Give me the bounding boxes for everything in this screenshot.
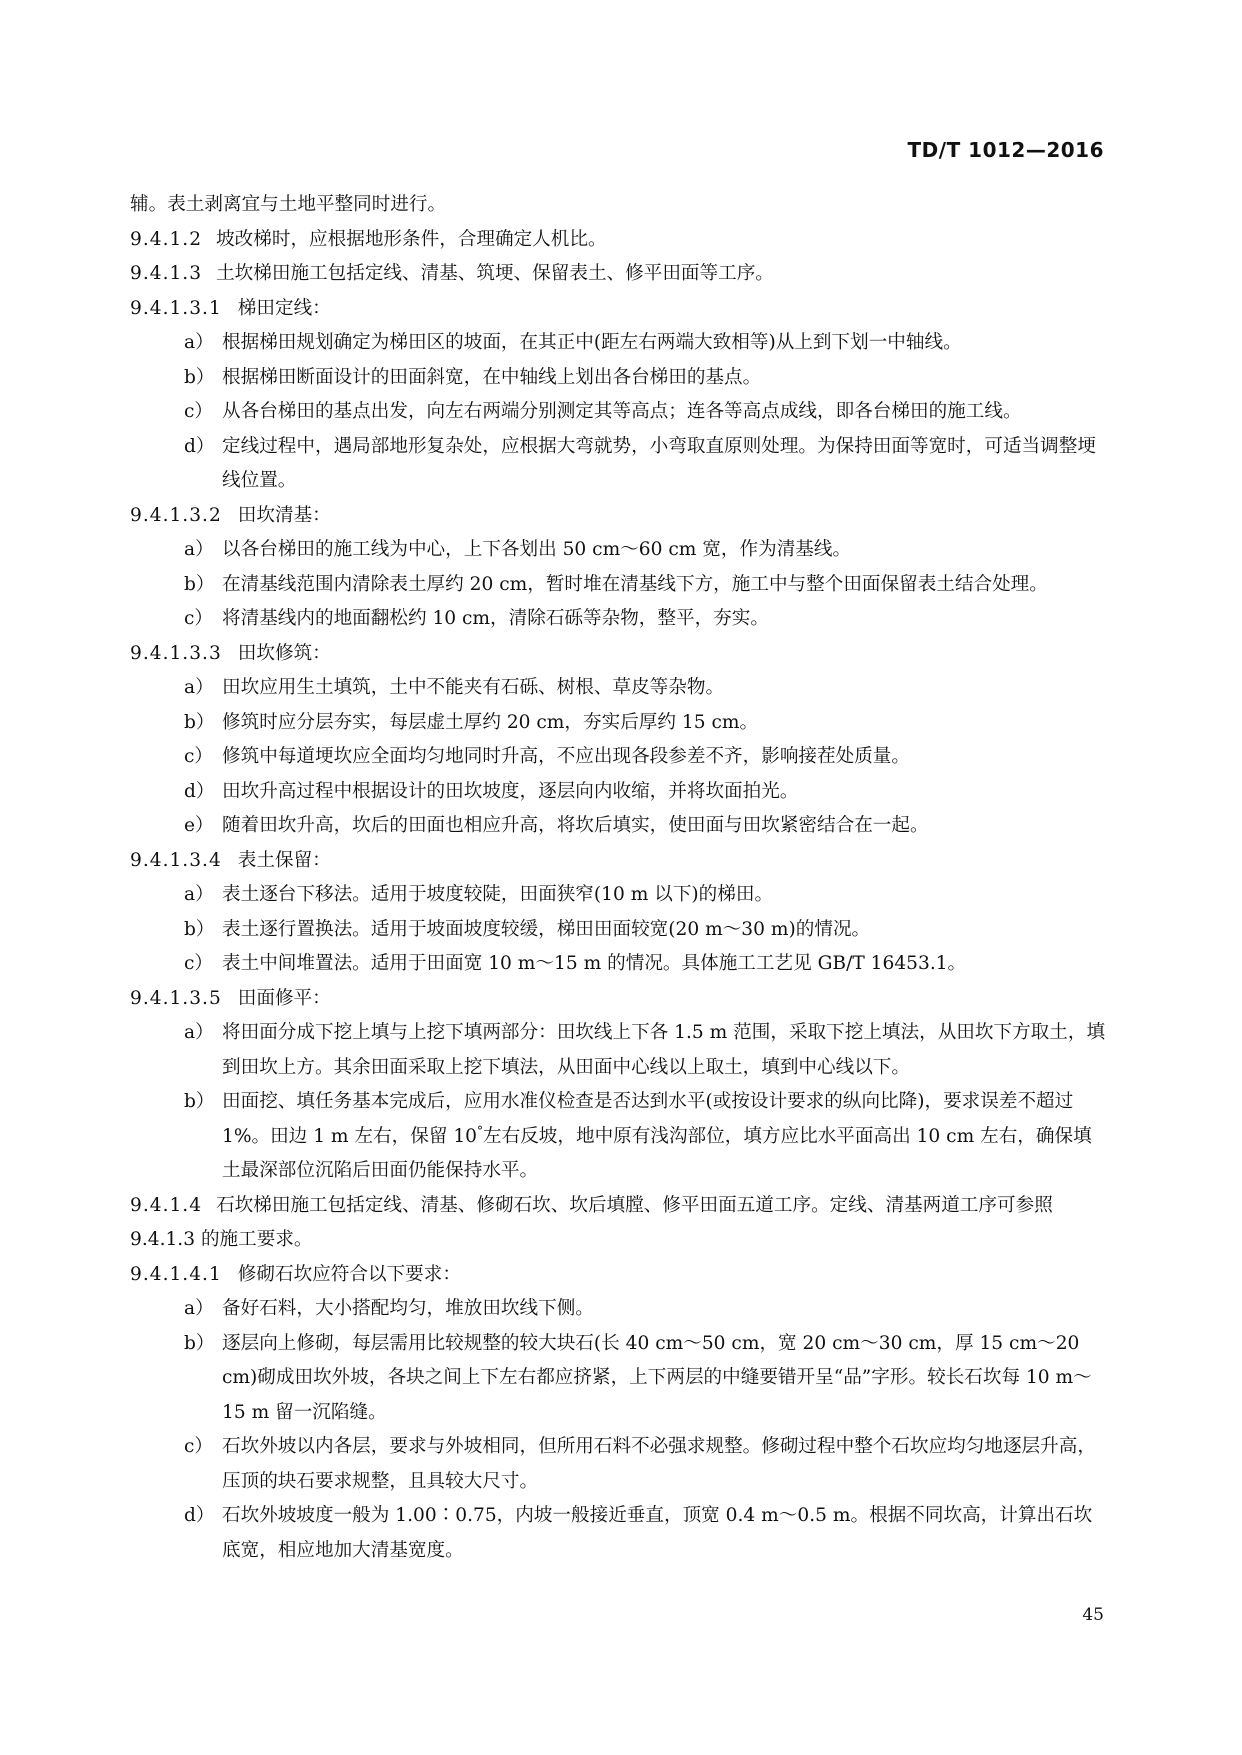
section-text: 修砌石坎应符合以下要求： — [237, 1263, 461, 1285]
section-number: 9.4.1.3.1 — [130, 297, 222, 319]
list-text: 将田面分成下挖上填与上挖下填两部分：田坎线上下各 1.5 m 范围，采取下挖上填法，从田坎下方取土，填到田坎上方。其余田面采取上挖下填法，从田面中心线以上取土，填到中心线以下。 — [222, 1022, 1106, 1078]
section-text: 坡改梯时，应根据地形条件，合理确定人机比。 — [216, 228, 607, 250]
list-marker: c） — [184, 1436, 214, 1457]
section-text: 田面修平： — [237, 987, 331, 1009]
section-number: 9.4.1.3.4 — [130, 849, 222, 871]
list-text: 在清基线范围内清除表土厚约 20 cm，暂时堆在清基线下方，施工中与整个田面保留表土结合处理。 — [222, 573, 1048, 595]
section-number: 9.4.1.4 — [130, 1194, 203, 1216]
list-marker: b） — [184, 573, 215, 595]
list-item — [130, 1430, 1110, 1499]
degree-symbol: ° — [477, 1123, 484, 1138]
section-9-4-1-4-1 — [130, 1258, 1110, 1293]
section-number: 9.4.1.2 — [130, 228, 203, 250]
section-9-4-1-3-3 — [130, 637, 1110, 672]
list-marker: d） — [184, 780, 215, 802]
list-marker: d） — [184, 1505, 215, 1526]
list-text: 逐层向上修砌，每层需用比较规整的较大块石(长 40 cm～50 cm，宽 20 cm～30 cm，厚 15 cm～20 cm)砌成田坎外坡，各块之间上下左右都应挤紧，上下两层的中缝要错开呈“品”字形。较长石坎每 10 m～15 m 留一沉陷缝。 — [222, 1332, 1092, 1423]
list-marker: a） — [184, 884, 214, 905]
list-marker: a） — [184, 677, 214, 698]
section-number: 9.4.1.3.2 — [130, 504, 222, 526]
list-item — [130, 671, 1110, 706]
list-text: 定线过程中，遇局部地形复杂处，应根据大弯就势，小弯取直原则处理。为保持田面等宽时，可适当调整埂线位置。 — [222, 435, 1096, 491]
list-text: 修筑中每道埂坎应全面均匀地同时升高，不应出现各段参差不齐，影响接茬处质量。 — [222, 746, 910, 767]
section-9-4-1-3-4 — [130, 844, 1110, 879]
section-text: 石坎梯田施工包括定线、清基、修砌石坎、坎后填膛、修平田面五道工序。定线、清基两道工序可参照 9.4.1.3 的施工要求。 — [130, 1194, 1053, 1250]
list-text: 表土逐行置换法。适用于坡面坡度较缓，梯田田面较宽(20 m～30 m)的情况。 — [222, 918, 871, 940]
list-item — [130, 395, 1110, 430]
list-item — [130, 740, 1110, 775]
list-text — [222, 1085, 1110, 1189]
text-before-degree: 田面挖、填任务基本完成后，应用水准仪检查是否达到水平(或按设计要求的纵向比降)，要求误差不超过 1%。田边 1 m 左右，保留 10 — [222, 1091, 1074, 1147]
list-text: 根据梯田断面设计的田面斜宽，在中轴线上划出各台梯田的基点。 — [222, 366, 762, 388]
list-item — [130, 430, 1110, 499]
list-text: 修筑时应分层夯实，每层虚土厚约 20 cm，夯实后厚约 15 cm。 — [222, 711, 759, 733]
list-marker: a） — [184, 539, 214, 560]
list-marker: b） — [184, 1091, 215, 1112]
intro-text: 辅。表土剥离宜与土地平整同时进行。 — [130, 194, 447, 215]
page-number: 45 — [1082, 1605, 1104, 1625]
list-marker: a） — [184, 332, 214, 353]
section-9-4-1-3-2 — [130, 499, 1110, 534]
list-item — [130, 568, 1110, 603]
list-text: 备好石料，大小搭配均匀，堆放田坎线下侧。 — [222, 1298, 594, 1319]
list-text: 从各台梯田的基点出发，向左右两端分别测定其等高点；连各等高点成线，即各台梯田的施工线。 — [222, 401, 1022, 422]
list-item — [130, 533, 1110, 568]
list-text: 石坎外坡以内各层，要求与外坡相同，但所用石料不必强求规整。修砌过程中整个石坎应均匀地逐层升高，压顶的块石要求规整，且具较大尺寸。 — [222, 1436, 1096, 1492]
list-marker: a） — [184, 1022, 214, 1043]
list-marker: c） — [184, 608, 214, 629]
list-marker: b） — [184, 366, 215, 388]
list-item — [130, 1499, 1110, 1568]
section-number: 9.4.1.3.5 — [130, 987, 222, 1009]
list-text: 表土中间堆置法。适用于田面宽 10 m～15 m 的情况。具体施工工艺见 GB/T 16453.1。 — [222, 953, 967, 974]
list-item — [130, 913, 1110, 948]
list-marker: c） — [184, 401, 214, 422]
list-marker: c） — [184, 746, 214, 767]
list-marker: c） — [184, 953, 214, 974]
list-item — [130, 809, 1110, 844]
document-body — [130, 188, 1110, 1568]
list-marker: b） — [184, 918, 215, 940]
list-text: 根据梯田规划确定为梯田区的坡面，在其正中(距左右两端大致相等)从上到下划一中轴线。 — [222, 332, 962, 353]
list-marker: e） — [184, 815, 214, 836]
list-item — [130, 947, 1110, 982]
list-text: 随着田坎升高，坎后的田面也相应升高，将坎后填实，使田面与田坎紧密结合在一起。 — [222, 815, 929, 836]
section-9-4-1-4 — [130, 1189, 1110, 1258]
section-number: 9.4.1.3 — [130, 263, 203, 284]
list-item — [130, 602, 1110, 637]
list-text: 表土逐台下移法。适用于坡度较陡，田面狭窄(10 m 以下)的梯田。 — [222, 884, 774, 905]
section-number: 9.4.1.3.3 — [130, 642, 222, 664]
section-text: 土坎梯田施工包括定线、清基、筑埂、保留表土、修平田面等工序。 — [216, 263, 774, 284]
list-text: 石坎外坡坡度一般为 1.00∶0.75，内坡一般接近垂直，顶宽 0.4 m～0.5 m。根据不同坎高，计算出石坎底宽，相应地加大清基宽度。 — [222, 1505, 1093, 1561]
list-item — [130, 1327, 1110, 1431]
section-9-4-1-3-5 — [130, 982, 1110, 1017]
text-after-degree: 左右反坡，地中原有浅沟部位，填方应比水平面高出 10 cm 左右，确保填土最深部位沉陷后田面仍能保持水平。 — [222, 1125, 1092, 1181]
list-item — [130, 1085, 1110, 1189]
list-item — [130, 361, 1110, 396]
list-item — [130, 1292, 1110, 1327]
section-text: 梯田定线： — [237, 297, 331, 319]
section-text: 表土保留： — [237, 849, 331, 871]
section-text: 田坎修筑： — [237, 642, 331, 664]
list-text: 田坎应用生土填筑，土中不能夹有石砾、树根、草皮等杂物。 — [222, 677, 725, 698]
list-marker: a） — [184, 1298, 214, 1319]
list-item — [130, 706, 1110, 741]
list-marker: b） — [184, 711, 215, 733]
section-9-4-1-3-1 — [130, 292, 1110, 327]
list-text: 以各台梯田的施工线为中心，上下各划出 50 cm～60 cm 宽，作为清基线。 — [222, 539, 852, 560]
document-code: TD/T 1012—2016 — [907, 138, 1104, 162]
list-marker: d） — [184, 435, 215, 457]
section-9-4-1-3 — [130, 257, 1110, 292]
list-item — [130, 326, 1110, 361]
list-item — [130, 878, 1110, 913]
list-item — [130, 1016, 1110, 1085]
section-text: 田坎清基： — [237, 504, 331, 526]
list-marker: b） — [184, 1332, 215, 1354]
list-item — [130, 775, 1110, 810]
section-9-4-1-2 — [130, 223, 1110, 258]
list-text: 将清基线内的地面翻松约 10 cm，清除石砾等杂物，整平，夯实。 — [222, 608, 769, 629]
section-number: 9.4.1.4.1 — [130, 1263, 222, 1285]
list-text: 田坎升高过程中根据设计的田坎坡度，逐层向内收缩，并将坎面拍光。 — [222, 780, 799, 802]
